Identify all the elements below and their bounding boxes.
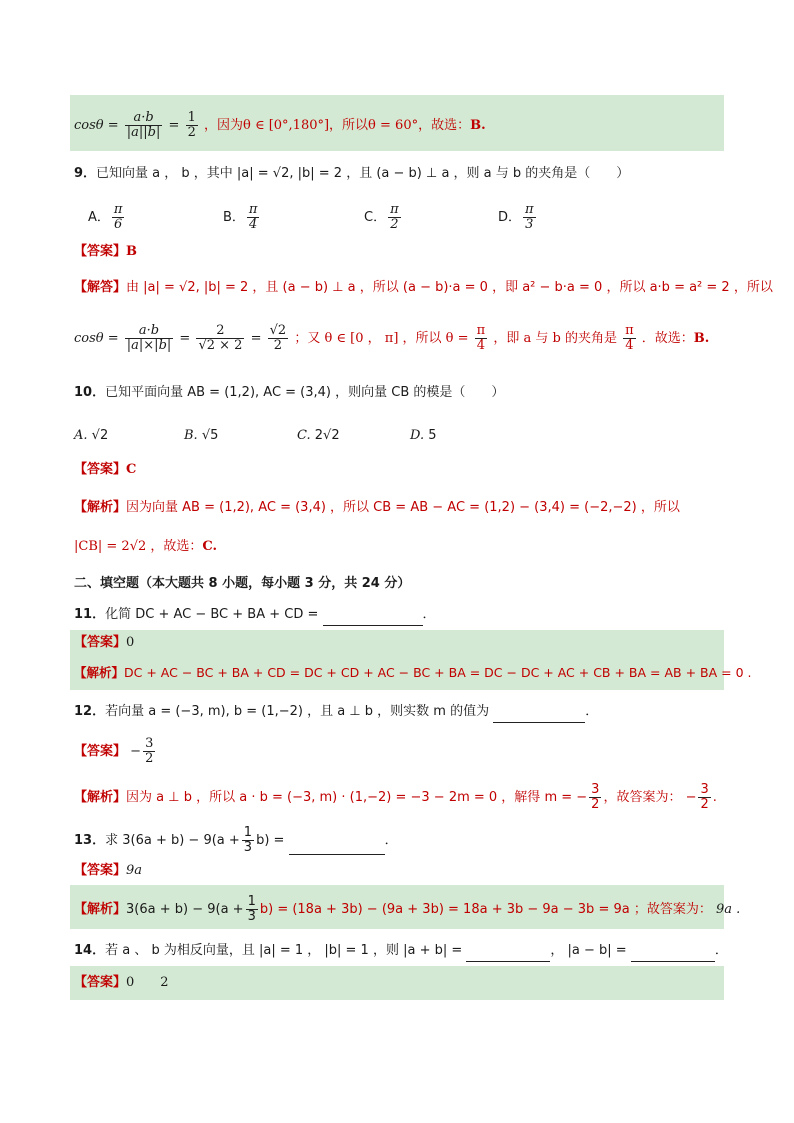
q11-solution: 【解析】DC + AC − BC + BA + CD = DC + CD + AC − BC + BA = DC − DC + AC + CB + BA = AB + BA = 0 . [74, 665, 752, 680]
q9-option-b: B． $\frac{\pi}{4}$ [223, 202, 258, 232]
q8-solution-line: cosθ = $\frac{a\cdot b}{|a||b|}$ = $\frac{1}{2}$ ，因为θ ∈ [0°,180°]，所以θ = 60°，故选：B. [74, 110, 486, 140]
q8-choice: B. [470, 118, 486, 133]
fraction: $\frac{1}{2}$ [187, 110, 196, 140]
q9-option-a: A． $\frac{\pi}{6}$ [88, 202, 123, 232]
section-title: 二、填空题（本大题共 8 小题，每小题 3 分，共 24 分） [74, 576, 411, 591]
q10-solution-line1: 【解析】因为向量 AB = (1,2), AC = (3,4) ，所以 CB = AB − AC = (1,2) − (3,4) = (−2,−2) ，所以 [74, 500, 680, 515]
q9-solution-line1: 【解答】由 |a| = √2, |b| = 2 ，且 (a − b) ⊥ a ，所以 (a − b)·a = 0 ，即 a² − b·a = 0 ，所以 a·b = a² = 2 ，所以 [74, 280, 773, 295]
q11-solution-box [70, 630, 752, 690]
answer-blank [289, 840, 385, 855]
q13-solution-box [70, 885, 741, 929]
q10-option-b: B. √5 [184, 428, 219, 443]
q13-answer: 【答案】9a [74, 863, 143, 878]
q13-stem: 13．求 3(6a + b) − 9(a + $\frac{1}{3}$ b) = ． [74, 825, 398, 855]
q9-option-d: D． $\frac{\pi}{3}$ [498, 202, 534, 232]
question-number: 9． [74, 166, 97, 181]
answer-blank [323, 611, 423, 626]
q9-solution-line2: cosθ = $\frac{a\cdot b}{|a|\times|b|}$ = $\frac{2}{√2 \times 2}$ = $\frac{√2}{2}$ ；又 θ ∈ [0 ， π] ，所以 θ = $\frac{\pi}{4}$ ，即 a 与 b 的夹角是 $\frac{\pi}{4}$ ．故选：B. [74, 323, 710, 353]
q14-answer: 【答案】0 2 [74, 975, 169, 990]
answer-blank [466, 947, 550, 962]
q8-reason: ，因为θ ∈ [0°,180°]，所以θ = 60°，故选： [203, 118, 471, 133]
question-text: 已知向量 a ， b ，其中 |a| = √2, |b| = 2 ，且 (a − b) ⊥ a ，则 a 与 b 的夹角是（ ） [96, 166, 630, 181]
answer-blank [631, 947, 715, 962]
q9-option-c: C． $\frac{\pi}{2}$ [364, 202, 399, 232]
fraction: $\frac{a\cdot b}{|a||b|}$ [126, 110, 161, 140]
q11-answer: 【答案】0 [74, 635, 135, 650]
q14-stem: 14．若 a 、 b 为相反向量，且 |a| = 1 ， |b| = 1 ，则 |a + b| = ， |a − b| = ． [74, 940, 728, 962]
q12-stem: 12．若向量 a = (−3, m), b = (1,−2) ，且 a ⊥ b ，则实数 m 的值为 ． [74, 701, 598, 723]
q12-answer: 【答案】 − $\frac{3}{2}$ [74, 736, 154, 766]
q10-solution-line2: |CB| = 2√2 ，故选：C. [74, 539, 218, 554]
answer-blank [493, 708, 585, 723]
q10-option-d: D. 5 [410, 428, 437, 443]
q12-solution: 【解析】因为 a ⊥ b ，所以 a · b = (−3, m) · (1,−2) = −3 − 2m = 0 ，解得 m = − $\frac{3}{2}$ ，故答案为： − $\frac{3}{2}$ . [74, 782, 717, 812]
q11-stem: 11．化简 DC + AC − BC + BA + CD = ． [74, 604, 436, 626]
q8-solution-tail [70, 95, 724, 151]
q10-stem: 10．已知平面向量 AB = (1,2), AC = (3,4) ，则向量 CB 的模是（ ） [74, 385, 505, 400]
cos-text: cosθ = [74, 118, 119, 133]
q9-answer: 【答案】B [74, 244, 138, 259]
q14-answer-box [70, 966, 724, 1000]
q10-option-c: C. 2√2 [297, 428, 340, 443]
q9-stem [74, 163, 629, 185]
q13-solution: 【解析】3(6a + b) − 9(a + $\frac{1}{3}$ b) = (18a + 3b) − (9a + 3b) = 18a + 3b − 9a − 3b = 9a ；故答案为： 9a . [74, 894, 741, 924]
q10-option-a: A. √2 [74, 428, 109, 443]
q10-answer: 【答案】C [74, 462, 137, 477]
